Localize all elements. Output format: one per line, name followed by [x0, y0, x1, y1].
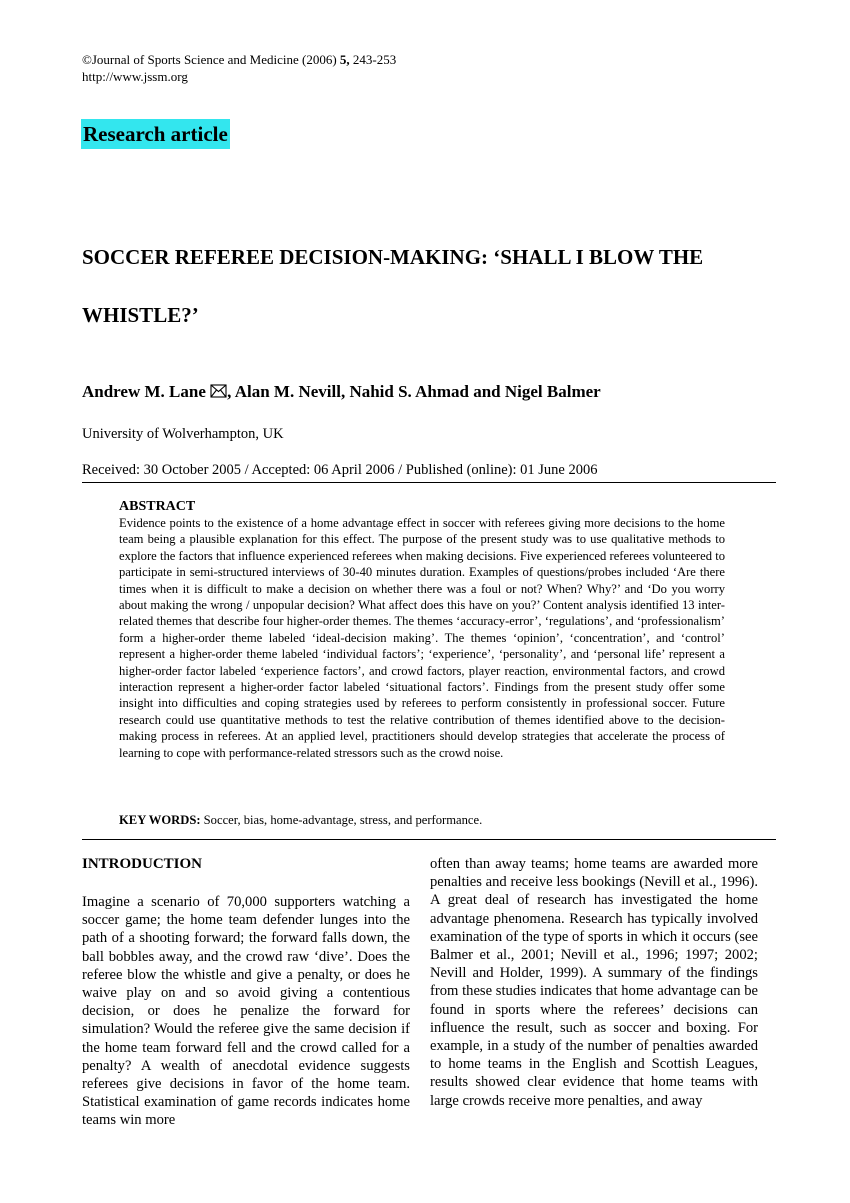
journal-pages: 243-253 — [352, 52, 397, 67]
journal-url[interactable]: http://www.jssm.org — [82, 69, 188, 84]
keywords-text: Soccer, bias, home-advantage, stress, and performance. — [200, 813, 483, 827]
affiliation: University of Wolverhampton, UK — [82, 426, 284, 442]
envelope-icon[interactable] — [210, 385, 227, 401]
author-others: , Alan M. Nevill, Nahid S. Ahmad and Nigel Balmer — [227, 382, 601, 401]
intro-column-right: often than away teams; home teams are awarded more penalties and receive less bookings (Nevill et al., 1996). A great deal of research has investigated the home advantage phenomena. Research has typically involved examination of the type of sports in which it occurs (see Balmer et al., 2001; Nevill et al., 1996; 1997; 2002; Nevill and Holder, 1999). A summary of the findings from these studies indicates that home advantage can be found in sports where the referees’ decisions can influence the result, such as soccer and boxing. For example, in a study of the number of penalties awarded to home teams in the English and Scottish Leagues, results showed clear evidence that home teams with large crowds receive more penalties, and away — [430, 856, 758, 1109]
journal-header — [82, 51, 396, 85]
article-type-badge: Research article — [81, 119, 230, 149]
abstract-text: Evidence points to the existence of a home advantage effect in soccer with referees giving more decisions to the home team being a plausible explanation for this effect. The purpose of the present study was to use qualitative methods to explore the factors that influence experienced referees when making decisions. Five experienced referees volunteered to participate in semi-structured interviews of 30-40 minutes duration. Examples of questions/probes included ‘Are there times when it is difficult to make a decision on whether there was a foul or not? When? Why?’ and ‘Do you worry about making the wrong / unpopular decision? What affect does this have on you?’ Content analysis identified 13 inter-related themes that describe four higher-order themes. The themes ‘accuracy-error’, ‘regulations’, and ‘professionalism’ form a higher-order theme labeled ‘ideal-decision making’. The themes ‘opinion’, ‘concentration’, and ‘control’ represent a higher-order theme labeled ‘individual factors’; ‘experience’, ‘personality’, and ‘personal life’ represent a higher-order factor labeled ‘experience factors’, and crowd factors, player reaction, environmental factors, and crowd interaction represent a higher-order factor labeled ‘situational factors’. Findings from the present study offer some insight into difficulties and coping strategies used by referees to perform consistently in professional soccer. Future research could use quantitative methods to test the relative contribution of themes identified above to the decision-making process in referees. At an applied level, practitioners should develop strategies that accelerate the process of learning to cope with performance-related stressors such as the crowd noise. — [119, 516, 725, 760]
title-line-2: WHISTLE?’ — [82, 303, 199, 327]
journal-citation — [82, 51, 396, 68]
intro-column-left: Imagine a scenario of 70,000 supporters watching a soccer game; the home team defender lunges into the path of a shooting forward; the forward falls down, the ball bobbles away, and the crowd raw ‘dive’. Does the referee blow the whistle and give a penalty, or does he waive play on and so avoid giving a contentious decision, or does he penalize the forward for simulation? Would the referee give the same decision if the home team forward fell and the crowd called for a penalty? A wealth of anecdotal evidence suggests referees give decisions in favor of the home team. Statistical examination of game records indicates home teams win more — [82, 894, 410, 1129]
authors — [82, 381, 601, 404]
article-title — [82, 228, 772, 344]
keywords-label: KEY WORDS: — [119, 813, 201, 827]
journal-name: ©Journal of Sports Science and Medicine (2006) — [82, 52, 337, 67]
abstract-heading: ABSTRACT — [119, 499, 196, 514]
introduction-heading: INTRODUCTION — [82, 856, 203, 872]
title-line-1: SOCCER REFEREE DECISION-MAKING: ‘SHALL I BLOW THE — [82, 245, 704, 269]
author-first: Andrew M. Lane — [82, 382, 206, 401]
publication-dates: Received: 30 October 2005 / Accepted: 06 April 2006 / Published (online): 01 June 2006 — [82, 462, 598, 478]
keywords — [119, 812, 482, 828]
divider-top — [82, 482, 776, 483]
divider-bottom — [82, 839, 776, 840]
journal-volume: 5, — [339, 52, 350, 67]
